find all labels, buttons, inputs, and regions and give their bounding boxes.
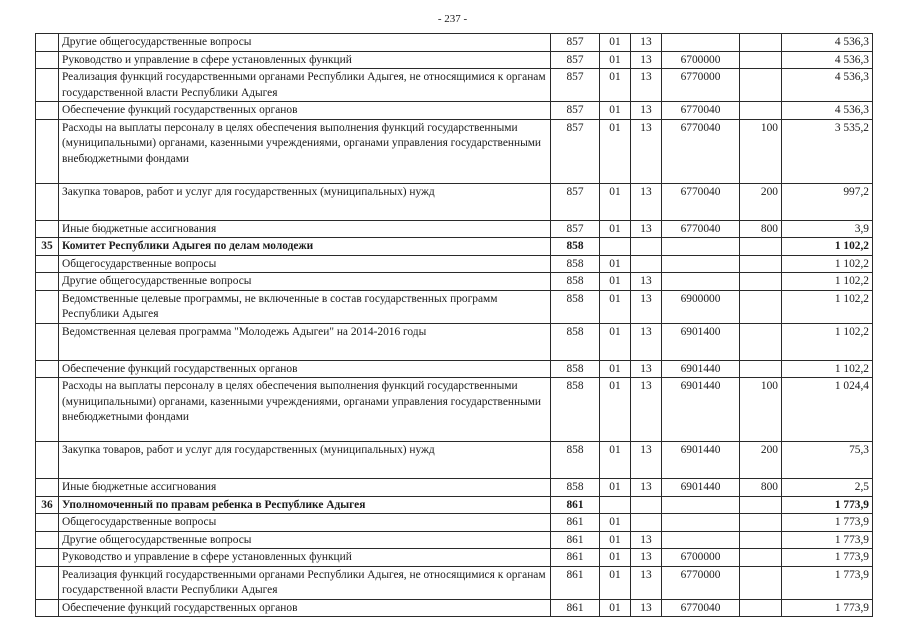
ministry-code-cell: 861 <box>551 549 600 567</box>
target-article-cell <box>662 34 740 52</box>
row-number-cell <box>36 51 59 69</box>
expense-type-cell <box>740 290 782 323</box>
amount-cell: 1 024,4 <box>782 378 873 442</box>
subsection-code-cell: 13 <box>631 378 662 442</box>
section-code-cell: 01 <box>600 255 631 273</box>
amount-cell: 4 536,3 <box>782 69 873 102</box>
ministry-code-cell: 857 <box>551 119 600 183</box>
expense-type-cell <box>740 566 782 599</box>
target-article-cell <box>662 238 740 256</box>
table-row <box>36 599 873 617</box>
ministry-code-cell: 858 <box>551 273 600 291</box>
target-article-cell: 6901440 <box>662 442 740 479</box>
ministry-code-cell: 861 <box>551 514 600 532</box>
item-name-cell: Общегосударственные вопросы <box>59 514 551 532</box>
amount-cell: 1 773,9 <box>782 531 873 549</box>
subsection-code-cell: 13 <box>631 69 662 102</box>
expense-type-cell <box>740 102 782 120</box>
table-row <box>36 442 873 479</box>
item-name-cell: Комитет Республики Адыгея по делам молодежи <box>59 238 551 256</box>
row-number-cell <box>36 119 59 183</box>
amount-cell: 1 102,2 <box>782 273 873 291</box>
section-code-cell <box>600 496 631 514</box>
table-row <box>36 496 873 514</box>
expense-type-cell: 100 <box>740 119 782 183</box>
expense-type-cell <box>740 531 782 549</box>
table-row <box>36 479 873 497</box>
target-article-cell: 6770040 <box>662 102 740 120</box>
amount-cell: 3,9 <box>782 220 873 238</box>
section-code-cell: 01 <box>600 102 631 120</box>
ministry-code-cell: 857 <box>551 183 600 220</box>
item-name-cell: Реализация функций государственными органами Республики Адыгея, не относящимися к органам государственной власти Республики Адыгея <box>59 566 551 599</box>
row-number-cell <box>36 69 59 102</box>
item-name-cell: Иные бюджетные ассигнования <box>59 220 551 238</box>
target-article-cell: 6700000 <box>662 549 740 567</box>
amount-cell: 1 773,9 <box>782 496 873 514</box>
row-number-cell <box>36 599 59 617</box>
subsection-code-cell: 13 <box>631 479 662 497</box>
item-name-cell: Закупка товаров, работ и услуг для государственных (муниципальных) нужд <box>59 183 551 220</box>
item-name-cell: Иные бюджетные ассигнования <box>59 479 551 497</box>
table-row <box>36 34 873 52</box>
target-article-cell: 6770040 <box>662 220 740 238</box>
amount-cell: 1 773,9 <box>782 514 873 532</box>
row-number-cell <box>36 549 59 567</box>
section-code-cell: 01 <box>600 273 631 291</box>
subsection-code-cell <box>631 514 662 532</box>
expense-type-cell: 800 <box>740 479 782 497</box>
table-row <box>36 290 873 323</box>
table-row <box>36 220 873 238</box>
amount-cell: 4 536,3 <box>782 34 873 52</box>
ministry-code-cell: 857 <box>551 34 600 52</box>
item-name-cell: Расходы на выплаты персоналу в целях обеспечения выполнения функций государственными (муниципальными) органами, казенными учреждениями, органами управления государственными внебюджетными фондами <box>59 119 551 183</box>
subsection-code-cell: 13 <box>631 323 662 360</box>
amount-cell: 3 535,2 <box>782 119 873 183</box>
item-name-cell: Уполномоченный по правам ребенка в Республике Адыгея <box>59 496 551 514</box>
target-article-cell: 6770040 <box>662 119 740 183</box>
table-row <box>36 102 873 120</box>
item-name-cell: Обеспечение функций государственных органов <box>59 360 551 378</box>
section-code-cell: 01 <box>600 220 631 238</box>
target-article-cell: 6770040 <box>662 183 740 220</box>
section-code-cell: 01 <box>600 566 631 599</box>
table-row <box>36 183 873 220</box>
row-number-cell <box>36 479 59 497</box>
table-row <box>36 514 873 532</box>
table-row <box>36 273 873 291</box>
ministry-code-cell: 861 <box>551 531 600 549</box>
subsection-code-cell: 13 <box>631 51 662 69</box>
item-name-cell: Другие общегосударственные вопросы <box>59 34 551 52</box>
subsection-code-cell <box>631 496 662 514</box>
amount-cell: 4 536,3 <box>782 102 873 120</box>
ministry-code-cell: 857 <box>551 69 600 102</box>
expense-type-cell <box>740 238 782 256</box>
section-code-cell: 01 <box>600 119 631 183</box>
expense-type-cell <box>740 323 782 360</box>
section-code-cell: 01 <box>600 442 631 479</box>
row-number-cell: 35 <box>36 238 59 256</box>
expense-type-cell <box>740 549 782 567</box>
ministry-code-cell: 861 <box>551 496 600 514</box>
expense-type-cell: 200 <box>740 183 782 220</box>
target-article-cell <box>662 273 740 291</box>
item-name-cell: Общегосударственные вопросы <box>59 255 551 273</box>
item-name-cell: Другие общегосударственные вопросы <box>59 531 551 549</box>
row-number-cell <box>36 378 59 442</box>
target-article-cell: 6901440 <box>662 360 740 378</box>
subsection-code-cell: 13 <box>631 119 662 183</box>
item-name-cell: Ведомственная целевая программа "Молодежь Адыгеи" на 2014-2016 годы <box>59 323 551 360</box>
expense-type-cell <box>740 514 782 532</box>
row-number-cell <box>36 183 59 220</box>
row-number-cell <box>36 514 59 532</box>
ministry-code-cell: 858 <box>551 323 600 360</box>
target-article-cell <box>662 514 740 532</box>
section-code-cell: 01 <box>600 378 631 442</box>
amount-cell: 4 536,3 <box>782 51 873 69</box>
section-code-cell: 01 <box>600 290 631 323</box>
ministry-code-cell: 857 <box>551 51 600 69</box>
expense-type-cell: 800 <box>740 220 782 238</box>
subsection-code-cell: 13 <box>631 549 662 567</box>
section-code-cell: 01 <box>600 34 631 52</box>
subsection-code-cell <box>631 238 662 256</box>
ministry-code-cell: 858 <box>551 360 600 378</box>
amount-cell: 75,3 <box>782 442 873 479</box>
item-name-cell: Руководство и управление в сфере установленных функций <box>59 549 551 567</box>
subsection-code-cell: 13 <box>631 442 662 479</box>
item-name-cell: Расходы на выплаты персоналу в целях обеспечения выполнения функций государственными (муниципальными) органами, казенными учреждениями, органами управления государственными внебюджетными фондами <box>59 378 551 442</box>
item-name-cell: Ведомственные целевые программы, не включенные в состав государственных программ Республики Адыгея <box>59 290 551 323</box>
amount-cell: 1 102,2 <box>782 360 873 378</box>
expense-type-cell <box>740 273 782 291</box>
row-number-cell: 36 <box>36 496 59 514</box>
target-article-cell: 6901400 <box>662 323 740 360</box>
section-code-cell: 01 <box>600 183 631 220</box>
table-row <box>36 360 873 378</box>
table-row <box>36 378 873 442</box>
subsection-code-cell: 13 <box>631 566 662 599</box>
item-name-cell: Реализация функций государственными органами Республики Адыгея, не относящимися к органам государственной власти Республики Адыгея <box>59 69 551 102</box>
target-article-cell: 6900000 <box>662 290 740 323</box>
target-article-cell: 6700000 <box>662 51 740 69</box>
amount-cell: 1 102,2 <box>782 323 873 360</box>
subsection-code-cell: 13 <box>631 290 662 323</box>
subsection-code-cell: 13 <box>631 599 662 617</box>
target-article-cell <box>662 531 740 549</box>
page-number: - 237 - <box>437 13 468 25</box>
amount-cell: 997,2 <box>782 183 873 220</box>
table-row <box>36 255 873 273</box>
expense-type-cell <box>740 34 782 52</box>
ministry-code-cell: 858 <box>551 238 600 256</box>
table-row <box>36 323 873 360</box>
section-code-cell: 01 <box>600 599 631 617</box>
target-article-cell: 6770000 <box>662 566 740 599</box>
row-number-cell <box>36 34 59 52</box>
target-article-cell <box>662 496 740 514</box>
section-code-cell: 01 <box>600 514 631 532</box>
table-row <box>36 238 873 256</box>
ministry-code-cell: 858 <box>551 255 600 273</box>
expense-type-cell <box>740 69 782 102</box>
expense-type-cell <box>740 599 782 617</box>
amount-cell: 1 773,9 <box>782 599 873 617</box>
row-number-cell <box>36 255 59 273</box>
subsection-code-cell: 13 <box>631 34 662 52</box>
section-code-cell: 01 <box>600 360 631 378</box>
target-article-cell: 6901440 <box>662 479 740 497</box>
subsection-code-cell: 13 <box>631 183 662 220</box>
item-name-cell: Обеспечение функций государственных органов <box>59 102 551 120</box>
table-row <box>36 119 873 183</box>
section-code-cell: 01 <box>600 479 631 497</box>
item-name-cell: Закупка товаров, работ и услуг для государственных (муниципальных) нужд <box>59 442 551 479</box>
amount-cell: 1 102,2 <box>782 290 873 323</box>
expense-type-cell <box>740 360 782 378</box>
item-name-cell: Другие общегосударственные вопросы <box>59 273 551 291</box>
ministry-code-cell: 861 <box>551 599 600 617</box>
expense-type-cell: 100 <box>740 378 782 442</box>
ministry-code-cell: 861 <box>551 566 600 599</box>
amount-cell: 1 773,9 <box>782 566 873 599</box>
section-code-cell: 01 <box>600 69 631 102</box>
row-number-cell <box>36 566 59 599</box>
budget-table <box>35 33 873 617</box>
section-code-cell: 01 <box>600 323 631 360</box>
row-number-cell <box>36 220 59 238</box>
amount-cell: 1 102,2 <box>782 238 873 256</box>
target-article-cell: 6901440 <box>662 378 740 442</box>
row-number-cell <box>36 323 59 360</box>
subsection-code-cell: 13 <box>631 102 662 120</box>
ministry-code-cell: 858 <box>551 442 600 479</box>
row-number-cell <box>36 360 59 378</box>
row-number-cell <box>36 290 59 323</box>
ministry-code-cell: 858 <box>551 290 600 323</box>
expense-type-cell <box>740 255 782 273</box>
subsection-code-cell: 13 <box>631 531 662 549</box>
table-row <box>36 566 873 599</box>
subsection-code-cell: 13 <box>631 360 662 378</box>
expense-type-cell: 200 <box>740 442 782 479</box>
section-code-cell <box>600 238 631 256</box>
subsection-code-cell <box>631 255 662 273</box>
row-number-cell <box>36 273 59 291</box>
target-article-cell <box>662 255 740 273</box>
ministry-code-cell: 857 <box>551 102 600 120</box>
expense-type-cell <box>740 496 782 514</box>
row-number-cell <box>36 531 59 549</box>
budget-table-body <box>36 34 873 617</box>
target-article-cell: 6770000 <box>662 69 740 102</box>
table-row <box>36 531 873 549</box>
row-number-cell <box>36 442 59 479</box>
ministry-code-cell: 857 <box>551 220 600 238</box>
row-number-cell <box>36 102 59 120</box>
amount-cell: 1 102,2 <box>782 255 873 273</box>
amount-cell: 1 773,9 <box>782 549 873 567</box>
section-code-cell: 01 <box>600 531 631 549</box>
section-code-cell: 01 <box>600 51 631 69</box>
section-code-cell: 01 <box>600 549 631 567</box>
amount-cell: 2,5 <box>782 479 873 497</box>
subsection-code-cell: 13 <box>631 273 662 291</box>
table-row <box>36 69 873 102</box>
item-name-cell: Руководство и управление в сфере установленных функций <box>59 51 551 69</box>
table-row <box>36 51 873 69</box>
item-name-cell: Обеспечение функций государственных органов <box>59 599 551 617</box>
expense-type-cell <box>740 51 782 69</box>
table-row <box>36 549 873 567</box>
ministry-code-cell: 858 <box>551 378 600 442</box>
target-article-cell: 6770040 <box>662 599 740 617</box>
ministry-code-cell: 858 <box>551 479 600 497</box>
subsection-code-cell: 13 <box>631 220 662 238</box>
